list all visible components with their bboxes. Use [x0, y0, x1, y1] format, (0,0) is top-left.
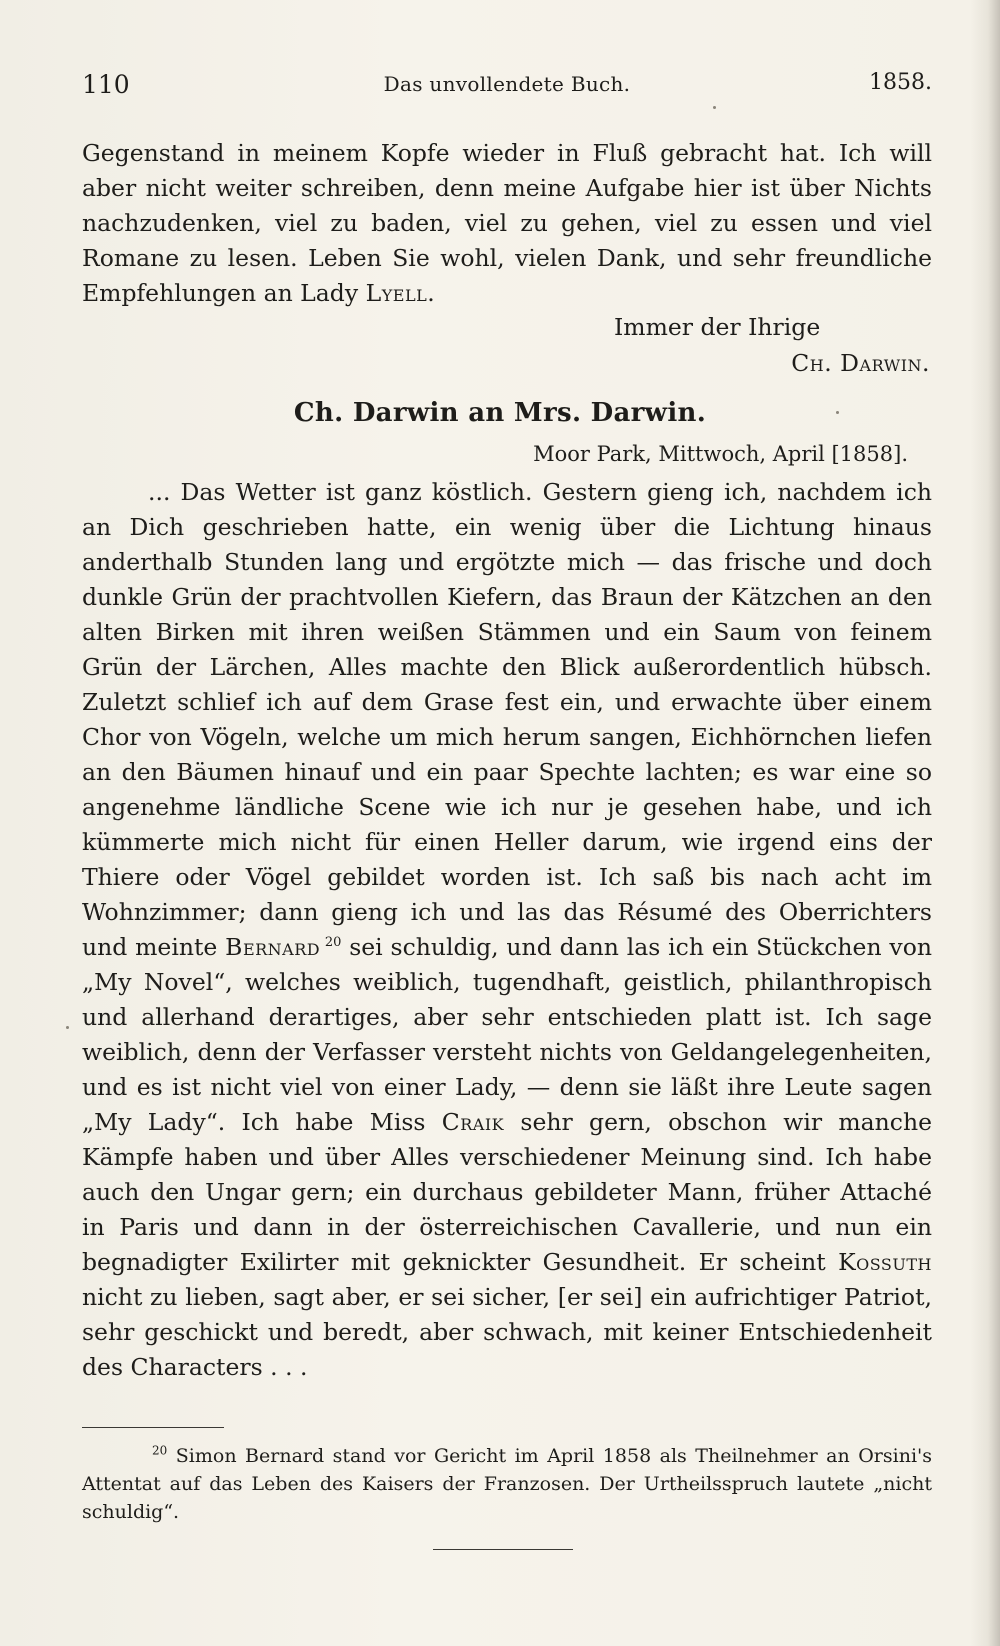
letter-dateline: Moor Park, Mittwoch, April [1858]. [533, 442, 908, 466]
running-title: Das unvollendete Buch. [383, 72, 631, 96]
running-year: 1858. [869, 70, 932, 95]
person-name-kossuth: Kossuth [838, 1248, 932, 1276]
footnote-text: Simon Bernard stand vor Gericht im April 1858 als Theilnehmer an Orsini's Attentat auf das Leben des Kaisers der Franzosen. Der Urtheilsspruch lautete „nicht schuldig“. [82, 1445, 932, 1523]
paper-speck [713, 106, 716, 109]
letter-heading: Ch. Darwin an Mrs. Darwin. [293, 398, 707, 428]
letter-body [82, 475, 932, 1385]
letter-signature: Ch. Darwin. [791, 349, 930, 377]
letter-closing: Immer der Ihrige [614, 313, 821, 341]
footnote-reference: 20 [324, 935, 342, 951]
person-name-lyell: Lyell [365, 279, 428, 307]
page-edge-shadow [970, 0, 1000, 1646]
page-number: 110 [82, 70, 130, 99]
footnote-rule [82, 1427, 224, 1428]
person-name-craik: Craik [441, 1108, 505, 1136]
previous-letter-ending [82, 136, 932, 311]
running-head [82, 70, 932, 106]
footnote [82, 1442, 932, 1526]
person-name-bernard: Bernard [225, 933, 321, 961]
end-rule [433, 1549, 573, 1550]
previous-letter-paragraph: Gegenstand in meinem Kopfe wieder in Fluß gebracht hat. Ich will aber nicht weiter schreiben, denn meine Aufgabe hier ist über Nichts nachzudenken, viel zu baden, viel zu gehen, viel zu essen und viel Romane zu lesen. Leben Sie wohl, vielen Dank, und sehr freundliche Empfehlungen an Lady Lyell. [82, 139, 932, 307]
letter-paragraph: ... Das Wetter ist ganz köstlich. Gestern gieng ich, nachdem ich an Dich geschrieben hatte, ein wenig über die Lichtung hinaus anderthalb Stunden lang und ergötzte mich — das frische und doch dunkle Grün der prachtvollen Kiefern, das Braun der Kätzchen an den alten Birken mit ihren weißen Stämmen und ein Saum von feinem Grün der Lärchen, Alles machte den Blick außerordentlich hübsch. Zuletzt schlief ich auf dem Grase fest ein, und erwachte über einem Chor von Vögeln, welche um mich herum sangen, Eichhörnchen liefen an den Bäumen hinauf und ein paar Spechte lachten; es war eine so angenehme ländliche Scene wie ich nur je gesehen habe, und ich kümmerte mich nicht für einen Heller darum, wie irgend eins der Thiere oder Vögel gebildet worden ist. Ich saß bis nach acht im Wohnzimmer; dann gieng ich und las das Résumé des Oberrichters und meinte Bernard $^{20}$ sei schuldig, und dann las ich ein Stückchen von „My Novel“, welches weiblich, tugendhaft, geistlich, philanthropisch und allerhand derartiges, aber sehr entschieden platt ist. Ich sage weiblich, denn der Verfasser versteht nichts von Geldangelegenheiten, und es ist nicht viel von einer Lady, — denn sie läßt ihre Leute sagen „My Lady“. Ich habe Miss Craik sehr gern, obschon wir manche Kämpfe haben und über Alles verschiedener Meinung sind. Ich habe auch den Ungar gern; ein durchaus gebildeter Mann, früher Attaché in Paris und dann in der österreichischen Cavallerie, und nun ein begnadigter Exilirter mit geknickter Gesundheit. Er scheint Kossuth nicht zu lieben, sagt aber, er sei sicher, [er sei] ein aufrichtiger Patriot, sehr geschickt und beredt, aber schwach, mit keiner Entschiedenheit des Characters . . . [82, 478, 932, 1381]
footnote-number: 20 [152, 1443, 168, 1458]
paper-speck [66, 1026, 69, 1029]
paper-speck [836, 411, 839, 414]
